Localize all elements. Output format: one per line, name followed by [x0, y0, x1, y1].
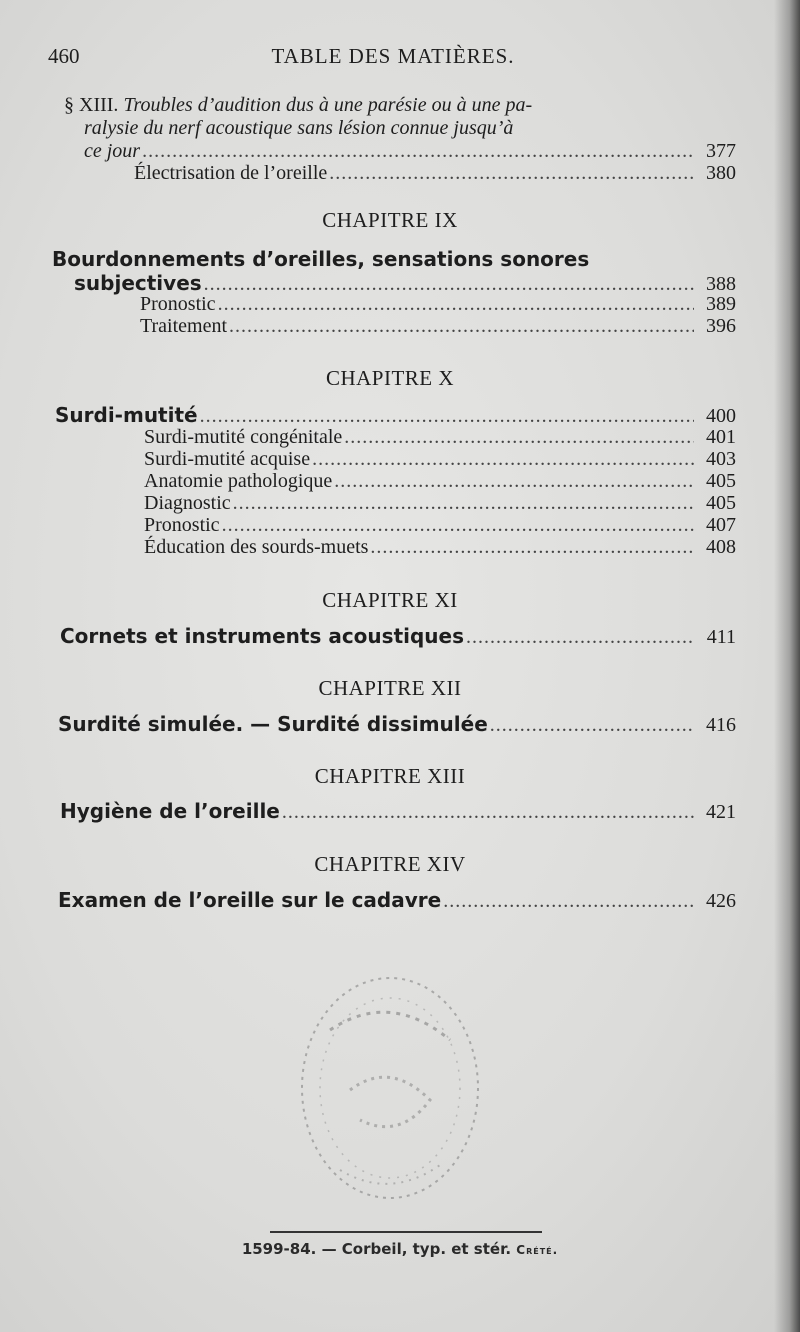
chapter-xiii-title-entry: Hygiène de l’oreille ..... 421: [60, 800, 736, 823]
section-13-entry: ce jour ..... 377: [84, 140, 736, 162]
chapter-heading-ix: CHAPITRE IX: [322, 208, 458, 232]
library-stamp-icon: [290, 970, 490, 1210]
toc-sub-entry: Pronostic ..... 389: [140, 293, 736, 315]
footer-rule: [270, 1231, 542, 1233]
chapter-heading-xi: CHAPITRE XI: [322, 588, 458, 612]
chapter-xiv-title-entry: Examen de l’oreille sur le cadavre ..... 426: [58, 889, 736, 912]
page-header: [48, 44, 738, 76]
toc-sub-entry: Traitement ..... 396: [140, 315, 736, 337]
chapter-xi-title-entry: Cornets et instruments acoustiques ..... 411: [60, 625, 736, 648]
toc-sub-entry: Surdi-mutité acquise ..... 403: [144, 448, 736, 470]
toc-sub-entry: Surdi-mutité congénitale ..... 401: [144, 426, 736, 448]
chapter-ix-title-line-1: Bourdonnements d’oreilles, sensations sonores: [52, 247, 590, 271]
toc-sub-entry: Électrisation de l’oreille ..... 380: [134, 162, 736, 184]
chapter-ix-title-entry: subjectives ..... 388: [74, 272, 736, 295]
chapter-heading-xiv: CHAPITRE XIV: [314, 852, 466, 876]
chapter-x-title-entry: Surdi-mutité ..... 400: [55, 404, 736, 427]
toc-sub-entry: Pronostic ..... 407: [144, 514, 736, 536]
chapter-xii-title-entry: Surdité simulée. — Surdité dissimulée ..... 416: [58, 713, 736, 736]
page-number: 460: [48, 44, 80, 68]
chapter-heading-x: CHAPITRE X: [325, 366, 455, 390]
toc-sub-entry: Anatomie pathologique ..... 405: [144, 470, 736, 492]
toc-sub-entry: Éducation des sourds-muets ..... 408: [144, 536, 736, 558]
toc-sub-entry: Diagnostic ..... 405: [144, 492, 736, 514]
section-13-line-2: ralysie du nerf acoustique sans lésion connue jusqu’à: [84, 117, 514, 139]
chapter-heading-xii: CHAPITRE XII: [318, 676, 462, 700]
colophon: 1599-84. — Corbeil, typ. et stér. Crété.: [241, 1240, 559, 1258]
section-13-line-1: § XIII. Troubles d’audition dus à une parésie ou à une pa-: [64, 94, 533, 116]
chapter-heading-xiii: CHAPITRE XIII: [314, 764, 466, 788]
page-edge-shadow: [774, 0, 800, 1332]
running-title: TABLE DES MATIÈRES.: [271, 44, 515, 68]
